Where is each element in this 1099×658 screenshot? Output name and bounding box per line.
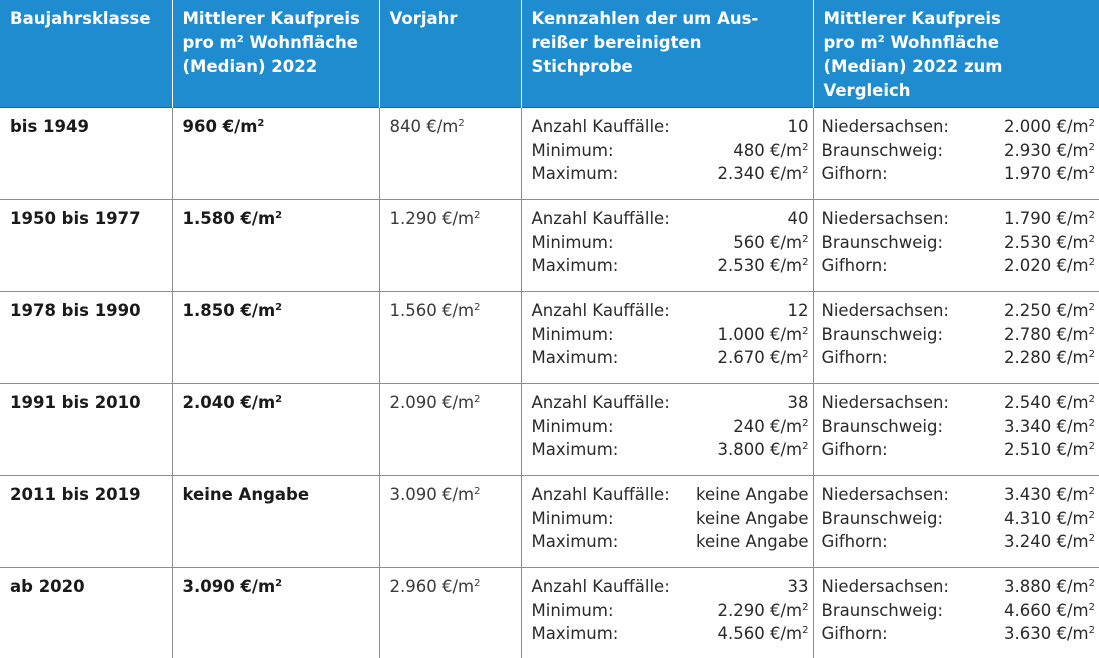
anzahl-line: Anzahl Kauffälle: keine Angabe — [531, 485, 809, 504]
gifhorn-line: Gifhorn: 3.630 $€/m^2$ — [821, 624, 1095, 643]
kennzahlen-cell — [521, 200, 813, 292]
niedersachsen-line: Niedersachsen: 2.250 $€/m^2$ — [821, 301, 1095, 320]
vorjahr-cell: 1.290 $€/m^2$ — [379, 200, 521, 292]
table-row — [0, 568, 1099, 658]
vergleich-cell — [813, 568, 1099, 658]
vorjahr-cell: 840 $€/m^2$ — [379, 108, 521, 200]
minimum-line: Minimum: keine Angabe — [531, 508, 809, 528]
niedersachsen-line: Niedersachsen: 3.880 $€/m^2$ — [821, 577, 1095, 596]
maximum-line: Maximum: 2.670 $€/m^2$ — [531, 348, 809, 367]
vergleich-cell — [813, 476, 1099, 568]
gifhorn-line: Gifhorn: 2.020 $€/m^2$ — [821, 256, 1095, 275]
minimum-line: Minimum: 240 $€/m^2$ — [531, 416, 809, 436]
vergleich-cell — [813, 384, 1099, 476]
table-row — [0, 200, 1099, 292]
maximum-line: Maximum: keine Angabe — [531, 532, 809, 551]
kennzahlen-cell — [521, 108, 813, 200]
baujahrsklasse-cell: 1950 bis 1977 — [0, 200, 172, 292]
kaufpreis-cell: 1.580 $€/m^2$ — [172, 200, 379, 292]
gifhorn-line: Gifhorn: 3.240 $€/m^2$ — [821, 532, 1095, 551]
niedersachsen-line: Niedersachsen: 2.000 $€/m^2$ — [821, 117, 1095, 136]
anzahl-line: Anzahl Kauffälle: 12 — [531, 301, 809, 320]
vorjahr-cell: 2.090 $€/m^2$ — [379, 384, 521, 476]
braunschweig-line: Braunschweig: 4.310 $€/m^2$ — [821, 508, 1095, 528]
vorjahr-cell: 1.560 $€/m^2$ — [379, 292, 521, 384]
braunschweig-line: Braunschweig: 3.340 $€/m^2$ — [821, 416, 1095, 436]
baujahrsklasse-cell: 1978 bis 1990 — [0, 292, 172, 384]
minimum-line: Minimum: 480 $€/m^2$ — [531, 140, 809, 160]
niedersachsen-line: Niedersachsen: 3.430 $€/m^2$ — [821, 485, 1095, 504]
maximum-line: Maximum: 4.560 $€/m^2$ — [531, 624, 809, 643]
braunschweig-line: Braunschweig: 4.660 $€/m^2$ — [821, 600, 1095, 620]
anzahl-line: Anzahl Kauffälle: 10 — [531, 117, 809, 136]
kennzahlen-cell — [521, 292, 813, 384]
header-baujahrsklasse: Baujahrsklasse — [0, 0, 172, 108]
kaufpreis-cell: 1.850 $€/m^2$ — [172, 292, 379, 384]
kaufpreis-cell: 3.090 $€/m^2$ — [172, 568, 379, 658]
gifhorn-line: Gifhorn: 2.280 $€/m^2$ — [821, 348, 1095, 367]
gifhorn-line: Gifhorn: 1.970 $€/m^2$ — [821, 164, 1095, 183]
anzahl-line: Anzahl Kauffälle: 33 — [531, 577, 809, 596]
kaufpreis-cell: 2.040 $€/m^2$ — [172, 384, 379, 476]
kennzahlen-cell — [521, 476, 813, 568]
minimum-line: Minimum: 1.000 $€/m^2$ — [531, 324, 809, 344]
table-row — [0, 292, 1099, 384]
braunschweig-line: Braunschweig: 2.780 $€/m^2$ — [821, 324, 1095, 344]
header-kennzahlen: Kennzahlen der um Aus- reißer bereinigten Stichprobe — [521, 0, 813, 108]
table-row — [0, 108, 1099, 200]
minimum-line: Minimum: 560 $€/m^2$ — [531, 232, 809, 252]
vorjahr-cell: 2.960 $€/m^2$ — [379, 568, 521, 658]
anzahl-line: Anzahl Kauffälle: 40 — [531, 209, 809, 228]
header-vorjahr: Vorjahr — [379, 0, 521, 108]
header-row — [0, 0, 1099, 108]
kaufpreis-cell: keine Angabe — [172, 476, 379, 568]
vorjahr-cell: 3.090 $€/m^2$ — [379, 476, 521, 568]
kaufpreis-cell: 960 $€/m^2$ — [172, 108, 379, 200]
vergleich-cell — [813, 108, 1099, 200]
vergleich-cell — [813, 292, 1099, 384]
baujahrsklasse-cell: 2011 bis 2019 — [0, 476, 172, 568]
table-row — [0, 476, 1099, 568]
braunschweig-line: Braunschweig: 2.530 $€/m^2$ — [821, 232, 1095, 252]
baujahrsklasse-cell: bis 1949 — [0, 108, 172, 200]
baujahrsklasse-cell: ab 2020 — [0, 568, 172, 658]
braunschweig-line: Braunschweig: 2.930 $€/m^2$ — [821, 140, 1095, 160]
header-vergleich: Mittlerer Kaufpreis pro $m^2$ Wohnfläche (Median) 2022 zum Vergleich — [813, 0, 1099, 108]
maximum-line: Maximum: 2.340 $€/m^2$ — [531, 164, 809, 183]
niedersachsen-line: Niedersachsen: 1.790 $€/m^2$ — [821, 209, 1095, 228]
vergleich-cell — [813, 200, 1099, 292]
kennzahlen-cell — [521, 568, 813, 658]
baujahrsklasse-cell: 1991 bis 2010 — [0, 384, 172, 476]
maximum-line: Maximum: 3.800 $€/m^2$ — [531, 440, 809, 459]
anzahl-line: Anzahl Kauffälle: 38 — [531, 393, 809, 412]
table-row — [0, 384, 1099, 476]
niedersachsen-line: Niedersachsen: 2.540 $€/m^2$ — [821, 393, 1095, 412]
gifhorn-line: Gifhorn: 2.510 $€/m^2$ — [821, 440, 1095, 459]
kennzahlen-cell — [521, 384, 813, 476]
maximum-line: Maximum: 2.530 $€/m^2$ — [531, 256, 809, 275]
header-kaufpreis: Mittlerer Kaufpreis pro $m^2$ Wohnfläche (Median) 2022 — [172, 0, 379, 108]
minimum-line: Minimum: 2.290 $€/m^2$ — [531, 600, 809, 620]
